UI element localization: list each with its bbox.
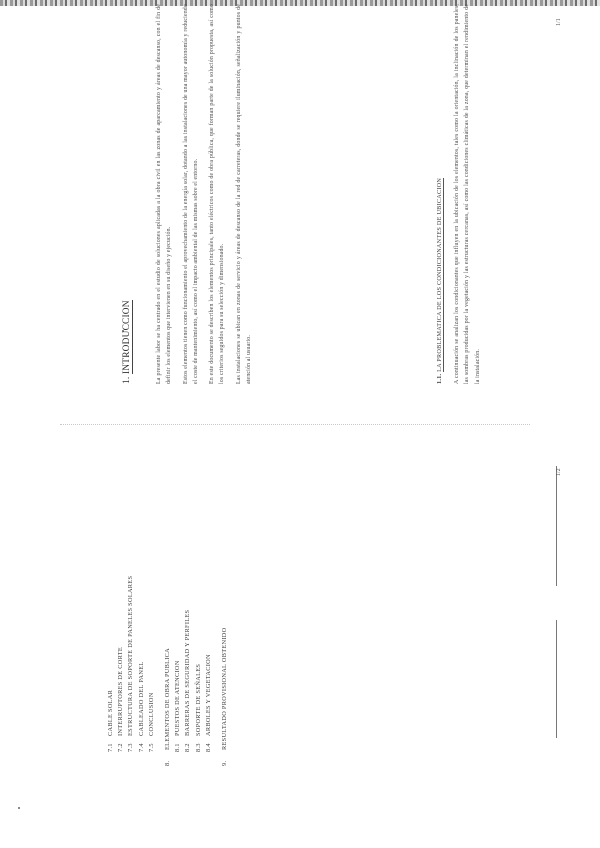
toc-item-label: ELEMENTOS DE OBRA PUBLICA [164,647,172,750]
toc-item-number: 8. [164,760,172,766]
toc-item [194,446,204,766]
toc-item [137,446,147,766]
toc-item-number: 8.4 [204,743,212,752]
toc-item [106,446,116,766]
toc-item-label: CABLEADO DEL PANEL [137,661,145,736]
toc-item [126,446,136,766]
toc-item-label: SOPORTE DE SEÑALES [194,663,202,736]
toc-item-label: RESULTADO PROVISIONAL OBTENIDO [221,627,229,750]
toc-item-number: 7.5 [147,743,155,752]
toc-item [183,446,193,766]
footer-rule-right [556,466,557,586]
footer-rule-left [556,620,557,738]
left-page-number: 1/2 [556,468,562,476]
toc-item-label: ESTRUCTURA DE SOPORTE DE PANELES SOLARES [127,575,135,736]
toc-item [147,446,157,766]
paragraph: La presente labor se ha centrado en el estudio de soluciones aplicadas a la obra civil en las zonas de aparcamiento y áreas de descanso, con el fin de definir los elementos que intervienen en su diseño y ejecución. [156,4,173,384]
table-of-contents [106,446,230,766]
paragraph: Las instalaciones se ubican en zonas de servicio y áreas de descanso de la red de carreteras, donde se requiere iluminación, señalización y puntos de atención al usuario. [235,4,253,384]
toc-item-number: 8.3 [194,743,202,752]
toc-item-label: CABLE SOLAR [107,689,114,736]
section-heading [122,300,132,384]
toc-item-number: 7.3 [127,743,135,752]
right-page-number: 1/1 [556,18,562,26]
paragraph: Estos elementos tienen como funcionamiento el aprovechamiento de la energía solar, dotando a las instalaciones de una mayor autonomía y reduciendo el coste de mantenimiento, así como el impacto ambiental de las mismas sobre el entorno. [182,4,199,384]
toc-item-label: ARBOLES Y VEGETACION [204,654,212,736]
toc-item-number: 8.1 [174,743,182,752]
section-title: INTRODUCCION [122,300,132,375]
left-page [0,424,600,848]
toc-item-label: CONCLUSION [147,692,155,736]
toc-item [163,446,173,766]
toc-item [173,446,183,766]
toc-item-number: 7.4 [137,743,145,752]
introduction-body [154,4,260,384]
subsection-number: 1.1. [436,373,443,384]
subsection-body [452,4,489,384]
subsection-heading [436,178,443,384]
toc-item-label: PUESTOS DE ATENCION [174,660,182,736]
toc-item [204,446,214,766]
toc-item-label: BARRERAS DE SEGURIDAD Y PERFILES [184,609,192,736]
toc-item-label: INTERRUPTORES DE CORTE [117,646,125,736]
paragraph: En este documento se describen los elementos principales, tanto eléctricos como de obra pública, que forman parte de la solución propuesta, así como los criterios seguidos para su selección y dimensionado. [209,4,226,384]
subsection-title: LA PROBLEMATICA DE LOS CONDICIONANTES DE UBICACION [436,177,443,372]
toc-item-number: 7.2 [117,743,125,752]
section-number: 1. [122,376,132,384]
toc-item [220,446,230,766]
toc-item [116,446,126,766]
toc-item-number: 9. [221,760,229,766]
toc-item-number: 8.2 [184,743,192,752]
paragraph: A continuación se analizan los condicionantes que influyen en la ubicación de los elementos, tales como la orientación, la inclinación de los paneles, las sombras producidas por la vegetación y las estructuras cercanas, así como las condiciones climáticas de la zona, que determinan el rendimiento de la instalación. [454,4,481,384]
toc-item-number: 7.1 [107,743,114,752]
